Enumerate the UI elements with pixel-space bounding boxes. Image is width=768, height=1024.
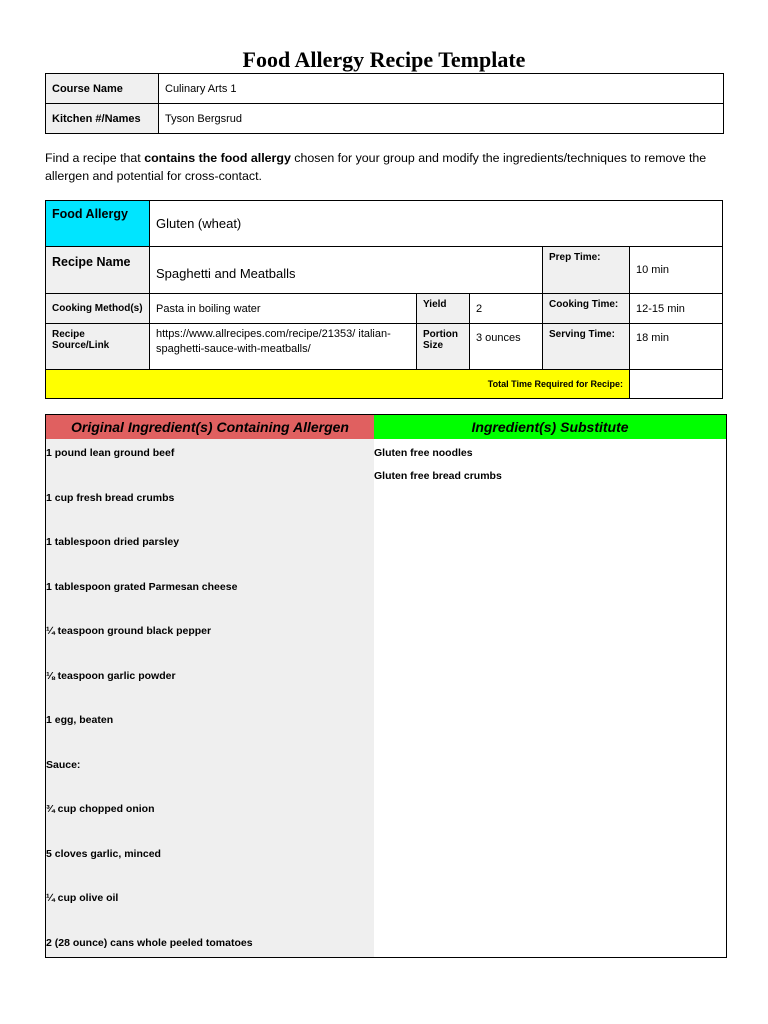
instructions — [45, 149, 725, 185]
instructions-text-2: chosen for your group and modify the ingredients/techniques to remove the allergen and potential for cross-contact. — [45, 151, 707, 183]
course-name-label: Course Name — [46, 74, 159, 104]
serving-time-value[interactable]: 18 min — [630, 324, 723, 370]
cooking-time-value[interactable]: 12-15 min — [630, 294, 723, 324]
cooking-method-label: Cooking Method(s) — [46, 294, 150, 324]
original-ingredients-header: Original Ingredient(s) Containing Allergen — [46, 415, 375, 440]
original-ingredient-item[interactable]: 1 cup fresh bread crumbs — [46, 491, 175, 504]
yield-value[interactable]: 2 — [470, 294, 543, 324]
original-ingredient-item[interactable]: 1 egg, beaten — [46, 714, 114, 726]
recipe-name-value[interactable]: Spaghetti and Meatballs — [150, 247, 543, 294]
cooking-time-label: Cooking Time: — [543, 294, 630, 324]
recipe-info-table — [45, 200, 723, 399]
substitute-ingredient-item[interactable]: Gluten free noodles — [374, 447, 473, 459]
instructions-text-1: Find a recipe that — [45, 151, 145, 165]
food-allergy-label: Food Allergy — [46, 201, 150, 247]
original-ingredient-item[interactable]: 1 tablespoon grated Parmesan cheese — [46, 580, 238, 593]
total-time-value[interactable] — [630, 370, 723, 399]
original-ingredient-item[interactable]: ¾ cup chopped onion — [46, 803, 155, 815]
total-time-label: Total Time Required for Recipe: — [46, 370, 630, 399]
yield-label: Yield — [417, 294, 470, 324]
substitute-ingredient-item[interactable]: Gluten free bread crumbs — [374, 470, 502, 482]
page-title: Food Allergy Recipe Template — [242, 47, 526, 72]
original-ingredient-item[interactable]: 5 cloves garlic, minced — [46, 847, 161, 860]
original-ingredient-item[interactable]: 2 (28 ounce) cans whole peeled tomatoes — [46, 936, 253, 949]
substitute-ingredients-column — [374, 439, 726, 957]
portion-size-label: Portion Size — [417, 324, 470, 370]
substitute-ingredients-header: Ingredient(s) Substitute — [374, 415, 726, 440]
instructions-bold: contains the food allergy — [144, 151, 291, 165]
recipe-source-label: Recipe Source/Link — [46, 324, 150, 370]
portion-size-value[interactable]: 3 ounces — [470, 324, 543, 370]
recipe-source-link[interactable]: https://www.allrecipes.com/recipe/21353/ italian-spaghetti-sauce-with-meatballs/ — [150, 324, 417, 370]
recipe-name-label: Recipe Name — [46, 247, 150, 294]
kitchen-names-value[interactable]: Tyson Bergsrud — [159, 104, 724, 134]
original-ingredient-item[interactable]: Sauce: — [46, 758, 81, 771]
food-allergy-value[interactable]: Gluten (wheat) — [150, 201, 723, 247]
kitchen-names-label: Kitchen #/Names — [46, 104, 159, 134]
cooking-method-value[interactable]: Pasta in boiling water — [150, 294, 417, 324]
course-table — [45, 73, 724, 134]
original-ingredient-item[interactable]: ¼ teaspoon ground black pepper — [46, 625, 212, 637]
original-ingredient-item[interactable]: ⅛ teaspoon garlic powder — [46, 669, 176, 682]
course-name-value[interactable]: Culinary Arts 1 — [159, 74, 724, 104]
original-ingredient-item[interactable]: 1 pound lean ground beef — [46, 447, 175, 459]
prep-time-label: Prep Time: — [543, 247, 630, 294]
original-ingredient-item[interactable]: 1 tablespoon dried parsley — [46, 536, 180, 548]
original-ingredients-column — [46, 439, 375, 957]
original-ingredient-item[interactable]: ¼ cup olive oil — [46, 892, 119, 904]
prep-time-value[interactable]: 10 min — [630, 247, 723, 294]
ingredients-table — [45, 414, 727, 958]
serving-time-label: Serving Time: — [543, 324, 630, 370]
